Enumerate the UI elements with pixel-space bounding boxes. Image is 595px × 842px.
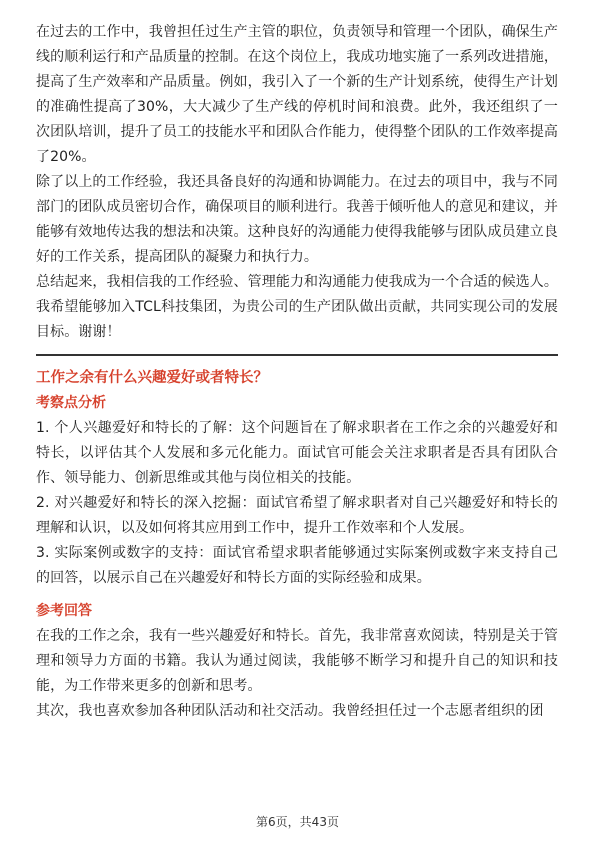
analysis-item-2: 2. 对兴趣爱好和特长的深入挖掘：面试官希望了解求职者对自己兴趣爱好和特长的理解和认识，以及如何将其应用到工作中，提升工作效率和个人发展。 <box>36 495 558 536</box>
answer-paragraph-2: 其次，我也喜欢参加各种团队活动和社交活动。我曾经担任过一个志愿者组织的团 <box>36 703 544 719</box>
section-divider <box>36 354 558 356</box>
spacer <box>36 591 558 599</box>
page-number: 第6页，共43页 <box>256 815 339 829</box>
answer-heading: 参考回答 <box>36 603 92 619</box>
intro-paragraph-3: 总结起来，我相信我的工作经验、管理能力和沟通能力使我成为一个合适的候选人。我希望能够加入TCL科技集团，为贵公司的生产团队做出贡献，共同实现公司的发展目标。谢谢！ <box>36 274 558 340</box>
intro-paragraph-2: 除了以上的工作经验，我还具备良好的沟通和协调能力。在过去的项目中，我与不同部门的团队成员密切合作，确保项目的顺利进行。我善于倾听他人的意见和建议，并能够有效地传达我的想法和决策。这种良好的沟通能力使得我能够与团队成员建立良好的工作关系，提高团队的凝聚力和执行力。 <box>36 174 558 265</box>
question-title: 工作之余有什么兴趣爱好或者特长？ <box>36 370 268 386</box>
answer-paragraph-1: 在我的工作之余，我有一些兴趣爱好和特长。首先，我非常喜欢阅读，特别是关于管理和领导力方面的书籍。我认为通过阅读，我能够不断学习和提升自己的知识和技能，为工作带来更多的创新和思考。 <box>36 628 558 694</box>
intro-paragraph-1: 在过去的工作中，我曾担任过生产主管的职位，负责领导和管理一个团队，确保生产线的顺利运行和产品质量的控制。在这个岗位上，我成功地实施了一系列改进措施，提高了生产效率和产品质量。例如，我引入了一个新的生产计划系统，使得生产计划的准确性提高了30%，大大减少了生产线的停机时间和浪费。此外，我还组织了一次团队培训，提升了员工的技能水平和团队合作能力，使得整个团队的工作效率提高了20%。 <box>36 24 558 165</box>
analysis-item-1: 1. 个人兴趣爱好和特长的了解：这个问题旨在了解求职者在工作之余的兴趣爱好和特长，以评估其个人发展和多元化能力。面试官可能会关注求职者是否具有团队合作、领导能力、创新思维或其他与岗位相关的技能。 <box>36 420 558 486</box>
page-content <box>36 20 558 724</box>
analysis-heading: 考察点分析 <box>36 395 106 411</box>
analysis-item-3: 3. 实际案例或数字的支持：面试官希望求职者能够通过实际案例或数字来支持自己的回答，以展示自己在兴趣爱好和特长方面的实际经验和成果。 <box>36 545 558 586</box>
